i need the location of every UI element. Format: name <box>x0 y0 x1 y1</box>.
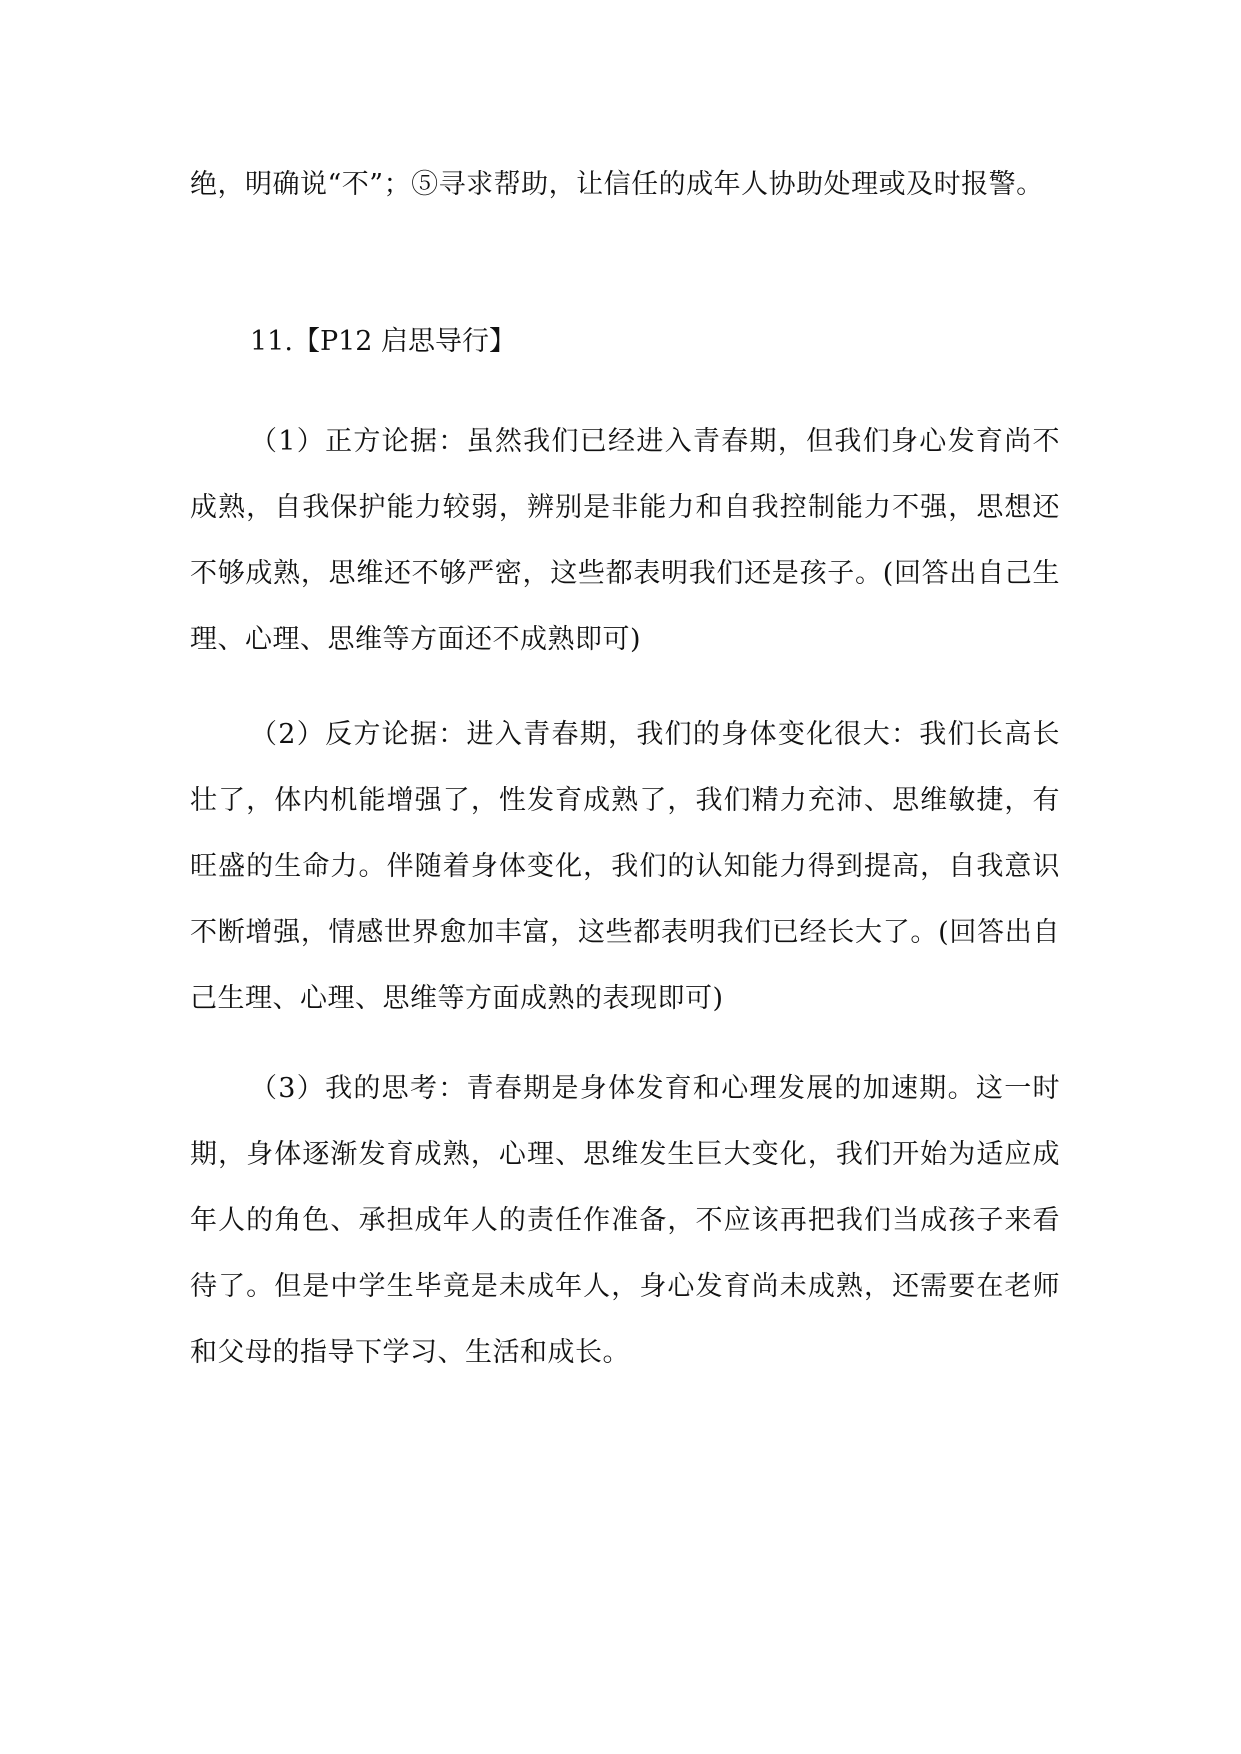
paragraph-affirmative-argument: （1）正方论据：虽然我们已经进入青春期，但我们身心发育尚不成熟，自我保护能力较弱，辨别是非能力和自我控制能力不强，思想还不够成熟，思维还不够严密，这些都表明我们还是孩子。(回答出自己生理、心理、思维等方面还不成熟即可) <box>190 426 1060 655</box>
paragraph-my-thinking: （3）我的思考：青春期是身体发育和心理发展的加速期。这一时期，身体逐渐发育成熟，心理、思维发生巨大变化，我们开始为适应成年人的角色、承担成年人的责任作准备，不应该再把我们当成孩子来看待了。但是中学生毕竟是未成年人，身心发育尚未成熟，还需要在老师和父母的指导下学习、生活和成长。 <box>190 1073 1060 1368</box>
section-heading: 11.【P12 启思导行】 <box>250 326 517 357</box>
continued-paragraph: 绝，明确说“不”；⑤寻求帮助，让信任的成年人协助处理或及时报警。 <box>190 169 1044 200</box>
paragraph-negative-argument: （2）反方论据：进入青春期，我们的身体变化很大：我们长高长壮了，体内机能增强了，性发育成熟了，我们精力充沛、思维敏捷，有旺盛的生命力。伴随着身体变化，我们的认知能力得到提高，自我意识不断增强，情感世界愈加丰富，这些都表明我们已经长大了。(回答出自己生理、心理、思维等方面成熟的表现即可) <box>190 719 1060 1014</box>
